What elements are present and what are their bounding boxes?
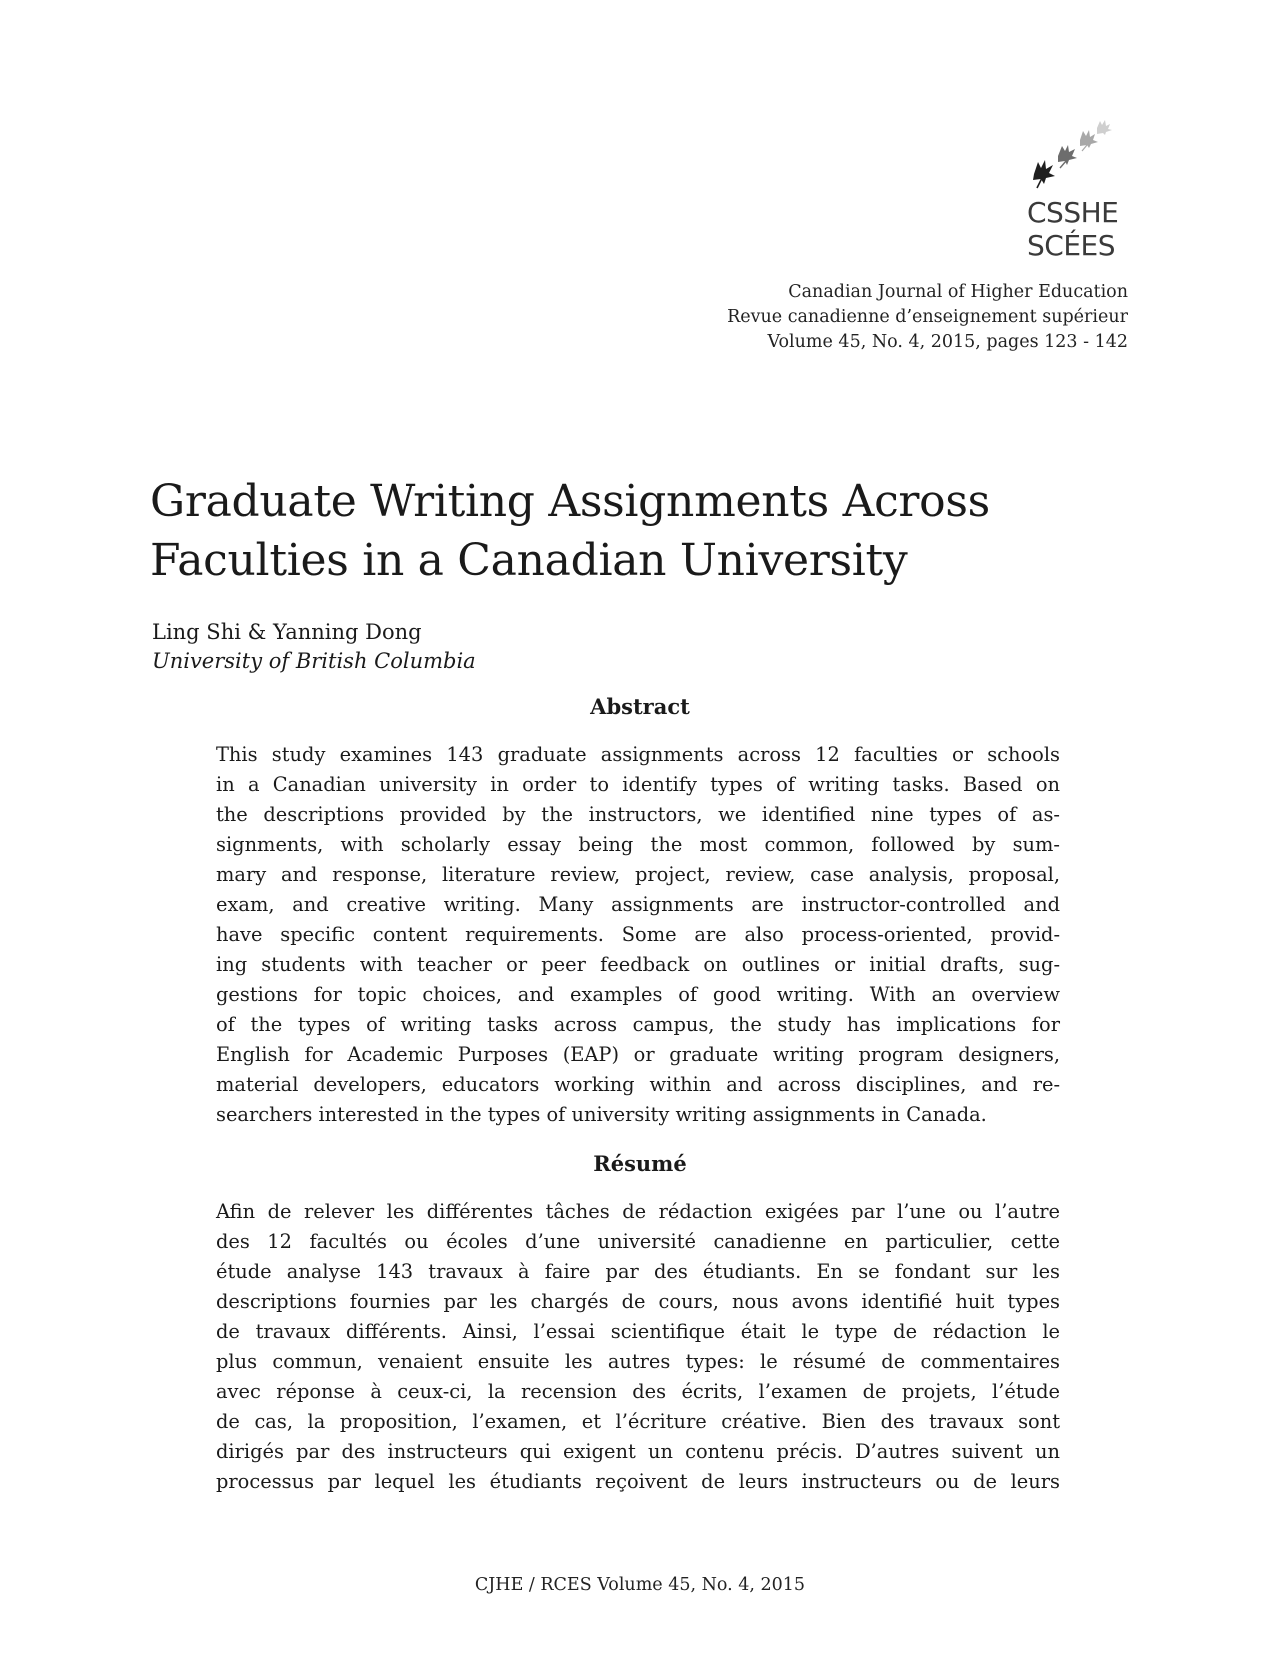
resume-body [216, 1197, 1060, 1497]
resume-line: avec réponse à ceux-ci, la recension des écrits, l’examen de projets, l’étude [216, 1380, 1060, 1403]
abstract-line: of the types of writing tasks across campus, the study has implications for [216, 1013, 1060, 1036]
abstract-line: in a Canadian university in order to identify types of writing tasks. Based on [216, 773, 1060, 796]
maple-leaves-icon [1022, 118, 1142, 198]
abstract-line: mary and response, literature review, project, review, case analysis, proposal, [216, 863, 1060, 886]
abstract-heading: Abstract [590, 694, 690, 719]
resume-line: plus commun, venaient ensuite les autres types: le résumé de commentaires [216, 1350, 1060, 1373]
abstract-line: material developers, educators working within and across disciplines, and re- [216, 1073, 1060, 1096]
abstract-line: This study examines 143 graduate assignments across 12 faculties or schools [216, 743, 1060, 766]
resume-line: étude analyse 143 travaux à faire par des étudiants. En se fondant sur les [216, 1260, 1060, 1283]
abstract-line: the descriptions provided by the instructors, we identified nine types of as- [216, 803, 1060, 826]
resume-line: processus par lequel les étudiants reçoivent de leurs instructeurs ou de leurs [216, 1470, 1060, 1493]
paper-title [150, 472, 990, 590]
abstract-line: have specific content requirements. Some are also process-oriented, provid- [216, 923, 1060, 946]
resume-line: dirigés par des instructeurs qui exigent un contenu précis. D’autres suivent un [216, 1440, 1060, 1463]
abstract-line: exam, and creative writing. Many assignments are instructor-controlled and [216, 893, 1060, 916]
csshe-logo [1022, 118, 1142, 268]
logo-line-scees: SCÉES [1027, 229, 1115, 262]
abstract-line: ing students with teacher or peer feedback on outlines or initial drafts, sug- [216, 953, 1060, 976]
resume-line: Afin de relever les différentes tâches de rédaction exigées par l’une ou l’autre [216, 1200, 1060, 1223]
journal-issue: Volume 45, No. 4, 2015, pages 123 - 142 [767, 332, 1128, 352]
abstract-body [216, 740, 1060, 1130]
resume-line: des 12 facultés ou écoles d’une université canadienne en particulier, cette [216, 1230, 1060, 1253]
logo-line-csshe: CSSHE [1027, 196, 1119, 229]
abstract-line: signments, with scholarly essay being the most common, followed by sum- [216, 833, 1060, 856]
abstract-line: searchers interested in the types of university writing assignments in Canada. [216, 1103, 987, 1126]
journal-info [727, 280, 1128, 355]
logo-text [1027, 196, 1118, 262]
journal-name-en: Canadian Journal of Higher Education [788, 282, 1128, 302]
abstract-line: gestions for topic choices, and examples of good writing. With an overview [216, 983, 1060, 1006]
journal-name-fr: Revue canadienne d’enseignement supérieur [727, 307, 1128, 327]
affiliation: University of British Columbia [152, 649, 476, 673]
paper-title-line-1: Graduate Writing Assignments Across [150, 476, 990, 527]
paper-title-line-2: Faculties in a Canadian University [150, 535, 908, 586]
resume-heading: Résumé [593, 1151, 687, 1176]
resume-line: descriptions fournies par les chargés de cours, nous avons identifié huit types [216, 1290, 1060, 1313]
page-footer: CJHE / RCES Volume 45, No. 4, 2015 [474, 1575, 806, 1595]
authors: Ling Shi & Yanning Dong [152, 620, 422, 644]
abstract-line: English for Academic Purposes (EAP) or graduate writing program designers, [216, 1043, 1060, 1066]
resume-line: de travaux différents. Ainsi, l’essai scientifique était le type de rédaction le [216, 1320, 1060, 1343]
resume-line: de cas, la proposition, l’examen, et l’écriture créative. Bien des travaux sont [216, 1410, 1060, 1433]
